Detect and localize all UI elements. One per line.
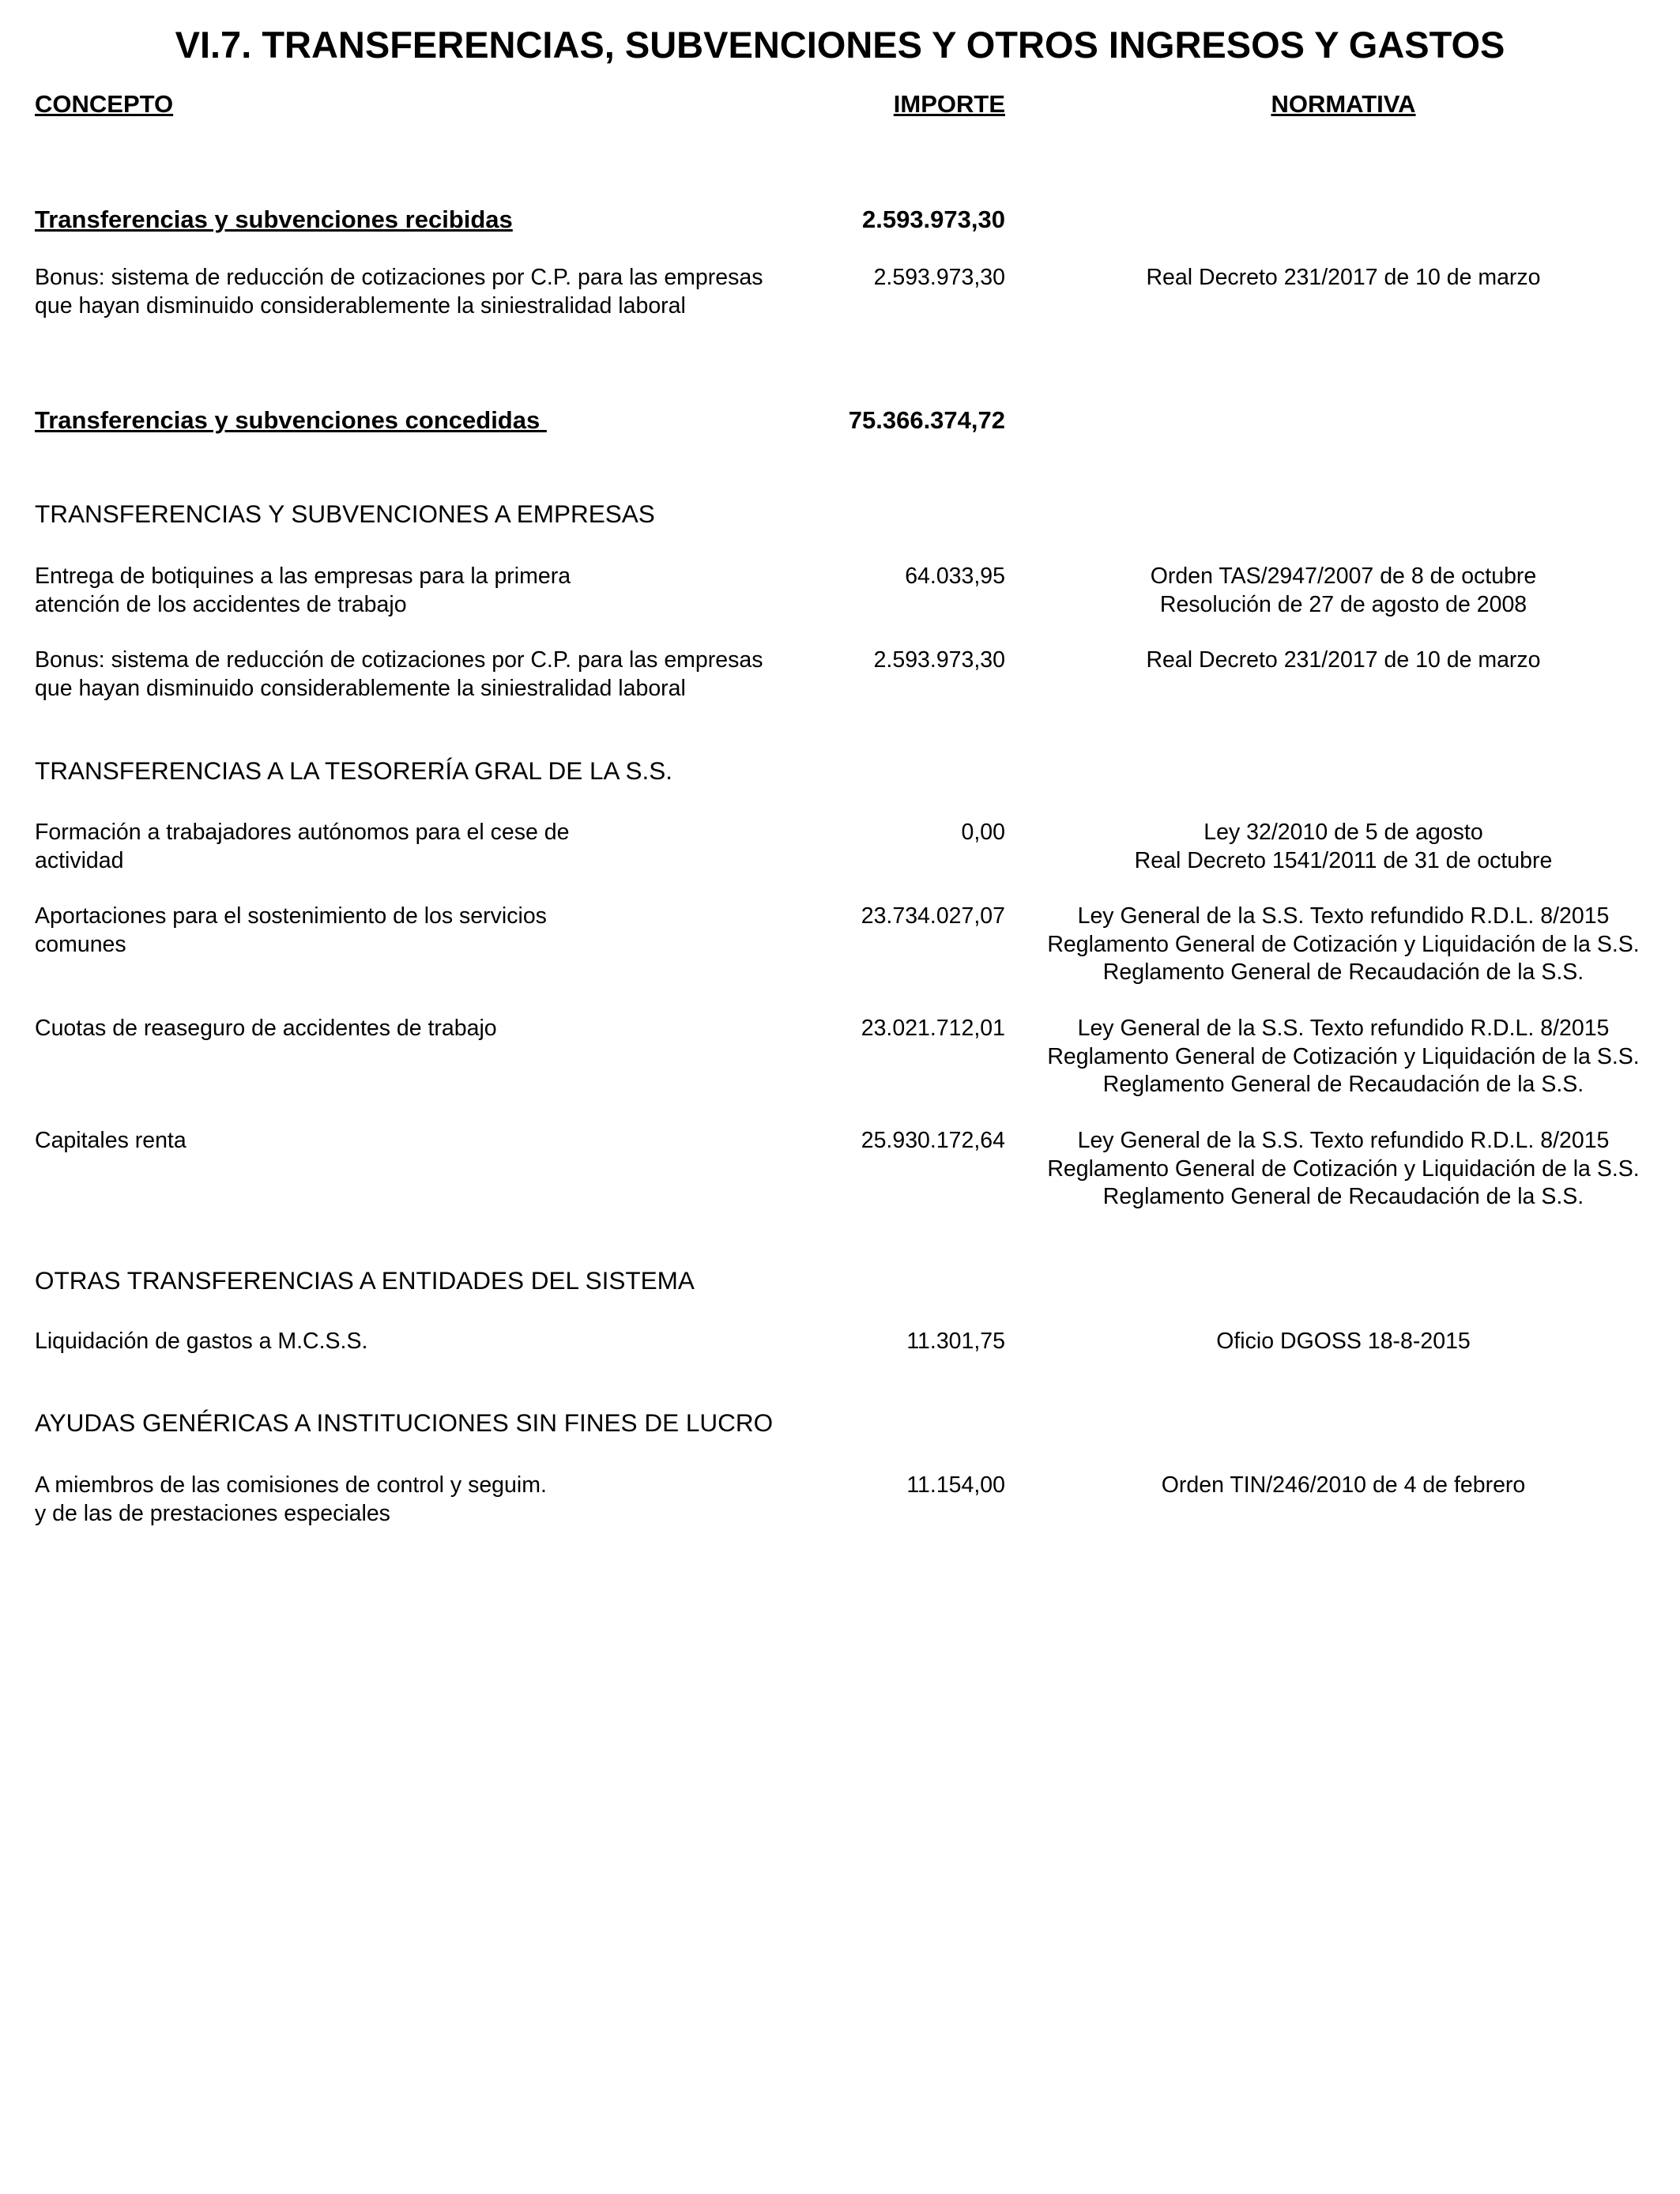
row-normativa: Orden TAS/2947/2007 de 8 de octubre Resolución de 27 de agosto de 2008 <box>1150 564 1537 617</box>
row-amount: 11.154,00 <box>906 1472 1005 1498</box>
column-header-normativa: NORMATIVA <box>1271 90 1416 118</box>
total-label: Transferencias y subvenciones recibidas <box>35 205 513 233</box>
row-concept: Bonus: sistema de reducción de cotizaciones por C.P. para las empresas que hayan disminuido considerablemente la siniestralidad laboral <box>35 647 763 701</box>
row-concept: Entrega de botiquines a las empresas para la primera atención de los accidentes de trabajo <box>35 564 571 617</box>
row-normativa: Oficio DGOSS 18-8-2015 <box>1216 1329 1471 1354</box>
row-normativa: Ley General de la S.S. Texto refundido R.D.L. 8/2015 Reglamento General de Cotización y Liquidación de la S.S. Reglamento General de Recaudación de la S.S. <box>1047 903 1640 985</box>
row-normativa: Ley General de la S.S. Texto refundido R.D.L. 8/2015 Reglamento General de Cotización y Liquidación de la S.S. Reglamento General de Recaudación de la S.S. <box>1047 1016 1640 1097</box>
row-amount: 11.301,75 <box>906 1329 1005 1354</box>
row-normativa: Orden TIN/246/2010 de 4 de febrero <box>1161 1472 1526 1498</box>
row-normativa: Ley 32/2010 de 5 de agosto Real Decreto 1541/2011 de 31 de octubre <box>1134 820 1553 873</box>
row-concept: A miembros de las comisiones de control y seguim. y de las de prestaciones especiales <box>35 1472 547 1526</box>
row-normativa: Real Decreto 231/2017 de 10 de marzo <box>1146 265 1541 290</box>
column-header-concepto: CONCEPTO <box>35 90 174 118</box>
page-title: VI.7. TRANSFERENCIAS, SUBVENCIONES Y OTROS INGRESOS Y GASTOS <box>175 24 1505 66</box>
row-amount: 2.593.973,30 <box>873 647 1005 673</box>
row-amount: 23.021.712,01 <box>861 1016 1005 1041</box>
row-amount: 64.033,95 <box>905 564 1005 589</box>
row-concept: Bonus: sistema de reducción de cotizaciones por C.P. para las empresas que hayan disminuido considerablemente la siniestralidad laboral <box>35 265 763 319</box>
total-amount: 75.366.374,72 <box>848 406 1005 434</box>
row-amount: 25.930.172,64 <box>861 1128 1005 1153</box>
row-concept: Formación a trabajadores autónomos para el cese de actividad <box>35 820 570 873</box>
total-amount: 2.593.973,30 <box>861 205 1005 233</box>
section-heading-ayudas: AYUDAS GENÉRICAS A INSTITUCIONES SIN FINES DE LUCRO <box>35 1408 774 1437</box>
column-header-importe: IMPORTE <box>893 90 1005 118</box>
row-amount: 2.593.973,30 <box>873 265 1005 290</box>
section-heading-tesoreria: TRANSFERENCIAS A LA TESORERÍA GRAL DE LA S.S. <box>35 756 673 785</box>
row-concept: Cuotas de reaseguro de accidentes de trabajo <box>35 1016 497 1041</box>
section-heading-empresas: TRANSFERENCIAS Y SUBVENCIONES A EMPRESAS <box>35 499 655 528</box>
row-amount: 23.734.027,07 <box>861 903 1005 929</box>
total-label: Transferencias y subvenciones concedidas <box>35 406 547 434</box>
row-concept: Aportaciones para el sostenimiento de los servicios comunes <box>35 903 547 957</box>
row-concept: Capitales renta <box>35 1128 186 1153</box>
row-amount: 0,00 <box>961 820 1005 845</box>
row-normativa: Ley General de la S.S. Texto refundido R.D.L. 8/2015 Reglamento General de Cotización y Liquidación de la S.S. Reglamento General de Recaudación de la S.S. <box>1047 1128 1640 1209</box>
row-concept: Liquidación de gastos a M.C.S.S. <box>35 1329 368 1354</box>
section-heading-otras: OTRAS TRANSFERENCIAS A ENTIDADES DEL SISTEMA <box>35 1266 695 1295</box>
row-normativa: Real Decreto 231/2017 de 10 de marzo <box>1146 647 1541 673</box>
